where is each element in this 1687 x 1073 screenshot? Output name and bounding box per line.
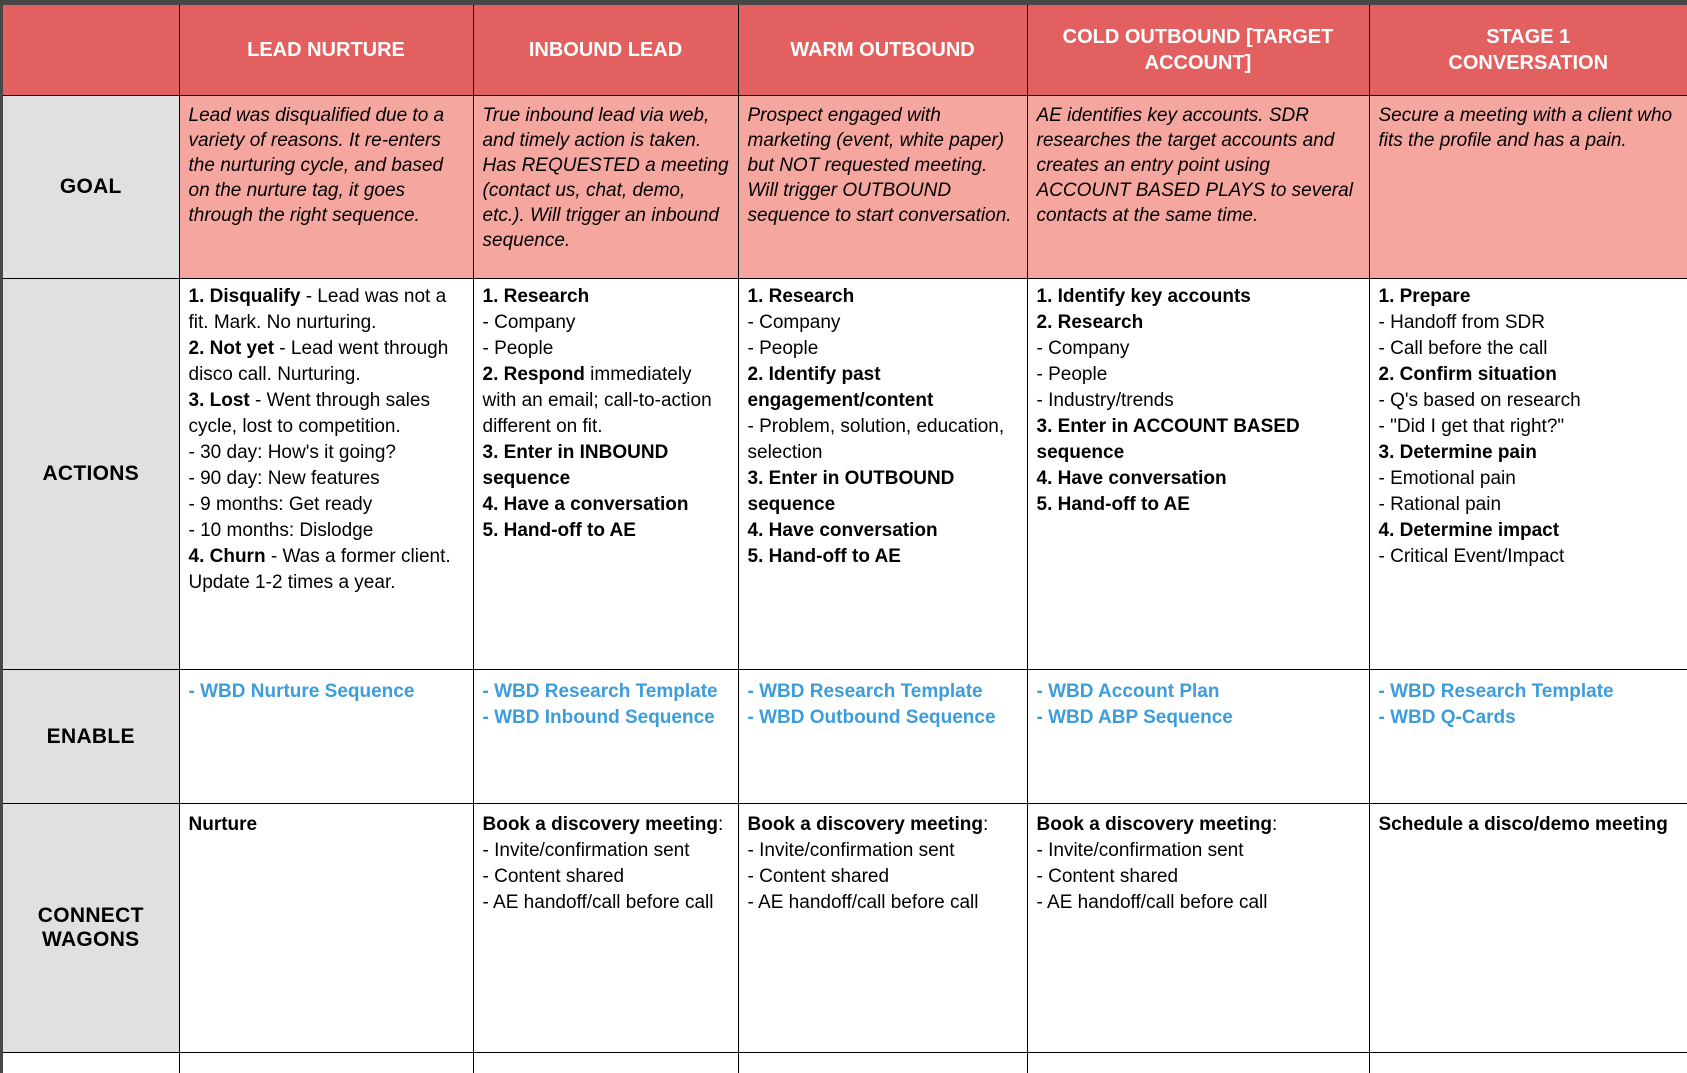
- cell-content: [180, 96, 473, 278]
- text-segment: - 10 months: Dislodge: [189, 520, 374, 541]
- text-segment: - Handoff from SDR: [1379, 312, 1545, 333]
- cell-goal-lead-nurture[interactable]: [179, 96, 473, 279]
- cell-content: [1028, 804, 1369, 1052]
- text-segment: - Company: [748, 312, 841, 333]
- row-label-text: GOAL: [60, 175, 122, 198]
- text-line: [189, 518, 465, 544]
- row-label-actions[interactable]: [3, 279, 179, 670]
- text-segment: - People: [1037, 364, 1108, 385]
- text-line: [483, 890, 730, 916]
- text-line: [483, 838, 730, 864]
- text-segment: 1. Research: [483, 286, 590, 307]
- cell-content: [474, 670, 738, 803]
- cell-content: [1028, 279, 1369, 669]
- text-segment: - Industry/trends: [1037, 390, 1174, 411]
- column-header-inbound-lead[interactable]: [473, 5, 738, 96]
- text-line: [189, 466, 465, 492]
- text-line: [483, 679, 730, 705]
- text-segment: - Went through sales cycle, lost to competition.: [189, 390, 430, 437]
- text-segment: 4. Have conversation: [748, 520, 938, 541]
- text-segment: - Critical Event/Impact: [1379, 546, 1565, 567]
- text-line: [748, 103, 1019, 228]
- cell-enable-lead-nurture[interactable]: [179, 670, 473, 804]
- corner-cell[interactable]: [3, 5, 179, 96]
- text-line: [189, 812, 465, 838]
- wbd-link[interactable]: - WBD Inbound Sequence: [483, 707, 715, 728]
- cell-goal-warm-outbound[interactable]: [738, 96, 1027, 279]
- text-line: [748, 544, 1019, 570]
- text-line: [1037, 679, 1361, 705]
- text-line: [748, 679, 1019, 705]
- text-segment: 4. Have a conversation: [483, 494, 689, 515]
- text-line: [1037, 705, 1361, 731]
- text-line: [483, 310, 730, 336]
- text-segment: True inbound lead via web, and timely action is taken. Has REQUESTED a meeting (contact us, chat, demo, etc.). Will trigger an inbound sequence.: [483, 105, 729, 251]
- text-line: [1037, 492, 1361, 518]
- row-label-text: ACTIONS: [42, 462, 139, 485]
- text-line: [1379, 544, 1680, 570]
- text-line: [1379, 310, 1680, 336]
- cell-enable-stage1[interactable]: [1369, 670, 1687, 804]
- text-line: [748, 414, 1019, 466]
- text-segment: immediately with an email; call-to-action different on fit.: [483, 364, 712, 437]
- text-segment: - People: [748, 338, 819, 359]
- text-line: [1037, 103, 1361, 228]
- row-connect-wagons: [3, 804, 1687, 1053]
- text-segment: - 30 day: How's it going?: [189, 442, 396, 463]
- cell-content: [1370, 96, 1687, 278]
- text-line: [1379, 103, 1680, 153]
- cell-connect-inbound-lead[interactable]: [473, 804, 738, 1053]
- cell-connect-stage1[interactable]: [1369, 804, 1687, 1053]
- header-row: [3, 5, 1687, 96]
- next-row-partial: [3, 1053, 1687, 1073]
- row-goal: [3, 96, 1687, 279]
- column-header-label: STAGE 1 CONVERSATION: [1436, 24, 1621, 76]
- text-line: [748, 362, 1019, 414]
- text-segment: 3. Enter in INBOUND sequence: [483, 442, 669, 489]
- text-line: [748, 890, 1019, 916]
- cell-content: [180, 670, 473, 803]
- text-line: [1379, 388, 1680, 414]
- text-segment: Prospect engaged with marketing (event, white paper) but NOT requested meeting. Will trigger OUTBOUND sequence to start conversation.: [748, 105, 1012, 226]
- text-segment: - Lead went through disco call. Nurturing.: [189, 338, 449, 385]
- text-line: [189, 440, 465, 466]
- text-line: [189, 284, 465, 336]
- text-line: [1037, 388, 1361, 414]
- text-segment: - Company: [1037, 338, 1130, 359]
- column-header-label: INBOUND LEAD: [529, 37, 682, 63]
- row-label-connect-wagons[interactable]: [3, 804, 179, 1053]
- row-label-enable[interactable]: [3, 670, 179, 804]
- text-line: [483, 440, 730, 492]
- text-segment: 5. Hand-off to AE: [1037, 494, 1190, 515]
- text-line: [189, 544, 465, 596]
- text-line: [748, 518, 1019, 544]
- cell-content: [1370, 670, 1687, 803]
- text-line: [1379, 284, 1680, 310]
- text-segment: - 9 months: Get ready: [189, 494, 373, 515]
- text-line: [1379, 679, 1680, 705]
- text-segment: - "Did I get that right?": [1379, 416, 1565, 437]
- text-line: [1037, 362, 1361, 388]
- text-line: [189, 103, 465, 228]
- cell-actions-warm-outbound[interactable]: [738, 279, 1027, 670]
- text-segment: - AE handoff/call before call: [1037, 892, 1268, 913]
- text-segment: - Lead was not a fit. Mark. No nurturing.: [189, 286, 447, 333]
- cell-content: [474, 96, 738, 278]
- text-line: [1037, 890, 1361, 916]
- partial-cell[interactable]: [3, 1053, 179, 1073]
- wbd-link[interactable]: - WBD Research Template: [1379, 681, 1614, 702]
- text-line: [483, 812, 730, 838]
- cell-content: [180, 804, 473, 1052]
- cell-actions-inbound-lead[interactable]: [473, 279, 738, 670]
- text-segment: - Emotional pain: [1379, 468, 1516, 489]
- text-line: [748, 310, 1019, 336]
- cell-content: [739, 96, 1027, 278]
- text-segment: - AE handoff/call before call: [748, 892, 979, 913]
- text-line: [1037, 310, 1361, 336]
- wbd-link[interactable]: - WBD Research Template: [483, 681, 718, 702]
- text-line: [189, 336, 465, 388]
- text-segment: Lead was disqualified due to a variety of reasons. It re-enters the nurturing cycle, and based on the nurture tag, it goes through the right sequence.: [189, 105, 445, 226]
- row-label-text: CONNECT WAGONS: [38, 904, 144, 951]
- text-segment: Book a discovery meeting: [483, 814, 718, 835]
- text-segment: - Content shared: [748, 866, 890, 887]
- text-line: [748, 838, 1019, 864]
- text-line: [1379, 414, 1680, 440]
- text-line: [483, 362, 730, 440]
- text-segment: 2. Confirm situation: [1379, 364, 1557, 385]
- text-segment: - Rational pain: [1379, 494, 1502, 515]
- column-header-label: WARM OUTBOUND: [790, 37, 974, 63]
- text-line: [748, 812, 1019, 838]
- text-line: [748, 466, 1019, 518]
- cell-content: [474, 279, 738, 669]
- text-segment: Secure a meeting with a client who fits the profile and has a pain.: [1379, 105, 1673, 151]
- partial-cell[interactable]: [1369, 1053, 1687, 1073]
- text-segment: - Problem, solution, education, selection: [748, 416, 1005, 463]
- text-segment: 2. Research: [1037, 312, 1144, 333]
- text-segment: 3. Enter in ACCOUNT BASED sequence: [1037, 416, 1300, 463]
- text-line: [1379, 518, 1680, 544]
- text-line: [1037, 466, 1361, 492]
- text-segment: - 90 day: New features: [189, 468, 380, 489]
- column-header-warm-outbound[interactable]: [738, 5, 1027, 96]
- text-line: [483, 518, 730, 544]
- cell-enable-inbound-lead[interactable]: [473, 670, 738, 804]
- text-line: [1379, 362, 1680, 388]
- text-segment: Book a discovery meeting: [748, 814, 983, 835]
- text-segment: - People: [483, 338, 554, 359]
- text-line: [1379, 466, 1680, 492]
- text-line: [1037, 812, 1361, 838]
- wbd-link[interactable]: - WBD Q-Cards: [1379, 707, 1516, 728]
- cell-content: [1028, 96, 1369, 278]
- column-header-lead-nurture[interactable]: [179, 5, 473, 96]
- text-line: [748, 705, 1019, 731]
- text-segment: 4. Churn: [189, 546, 266, 567]
- text-line: [483, 705, 730, 731]
- text-segment: 1. Research: [748, 286, 855, 307]
- text-line: [483, 284, 730, 310]
- text-segment: 3. Determine pain: [1379, 442, 1537, 463]
- text-line: [1037, 284, 1361, 310]
- text-line: [1037, 864, 1361, 890]
- text-segment: Nurture: [189, 814, 258, 835]
- partial-cell[interactable]: [473, 1053, 738, 1073]
- cell-content: [1028, 670, 1369, 803]
- text-segment: - Invite/confirmation sent: [748, 840, 955, 861]
- text-line: [1037, 414, 1361, 466]
- text-segment: - Company: [483, 312, 576, 333]
- text-line: [483, 864, 730, 890]
- text-line: [1379, 812, 1680, 838]
- text-line: [1037, 336, 1361, 362]
- partial-cell[interactable]: [179, 1053, 473, 1073]
- text-segment: - Invite/confirmation sent: [483, 840, 690, 861]
- text-line: [748, 284, 1019, 310]
- text-segment: 5. Hand-off to AE: [748, 546, 901, 567]
- cell-goal-stage1[interactable]: [1369, 96, 1687, 279]
- column-header-stage1-conversation[interactable]: [1369, 5, 1687, 96]
- text-line: [748, 336, 1019, 362]
- cell-actions-cold-outbound[interactable]: [1027, 279, 1369, 670]
- text-segment: - Call before the call: [1379, 338, 1548, 359]
- text-line: [189, 388, 465, 440]
- wbd-link[interactable]: - WBD Nurture Sequence: [189, 681, 415, 702]
- cell-content: [739, 279, 1027, 669]
- text-line: [189, 492, 465, 518]
- text-line: [748, 864, 1019, 890]
- text-line: [1379, 440, 1680, 466]
- text-line: [1379, 336, 1680, 362]
- text-segment: 2. Not yet: [189, 338, 275, 359]
- text-segment: - Content shared: [483, 866, 625, 887]
- cell-enable-cold-outbound[interactable]: [1027, 670, 1369, 804]
- cell-actions-lead-nurture[interactable]: [179, 279, 473, 670]
- text-segment: 1. Identify key accounts: [1037, 286, 1251, 307]
- partial-cell[interactable]: [1027, 1053, 1369, 1073]
- text-segment: - Invite/confirmation sent: [1037, 840, 1244, 861]
- text-segment: AE identifies key accounts. SDR researches the target accounts and creates an entry point using ACCOUNT BASED PLAYS to several contacts at the same time.: [1037, 105, 1353, 226]
- text-line: [483, 336, 730, 362]
- text-segment: - Was a former client. Update 1-2 times a year.: [189, 546, 451, 593]
- cell-goal-inbound-lead[interactable]: [473, 96, 738, 279]
- cell-enable-warm-outbound[interactable]: [738, 670, 1027, 804]
- cell-content: [1370, 804, 1687, 1052]
- cell-connect-cold-outbound[interactable]: [1027, 804, 1369, 1053]
- cell-content: [474, 804, 738, 1052]
- cell-content: [739, 804, 1027, 1052]
- column-header-label: COLD OUTBOUND [TARGET ACCOUNT]: [1058, 24, 1338, 76]
- row-actions: [3, 279, 1687, 670]
- text-line: [1037, 838, 1361, 864]
- cell-goal-cold-outbound[interactable]: [1027, 96, 1369, 279]
- text-segment: 1. Prepare: [1379, 286, 1471, 307]
- cell-content: [739, 670, 1027, 803]
- text-segment: 4. Determine impact: [1379, 520, 1560, 541]
- cell-connect-lead-nurture[interactable]: [179, 804, 473, 1053]
- wbd-link[interactable]: - WBD Research Template: [748, 681, 983, 702]
- wbd-link[interactable]: - WBD ABP Sequence: [1037, 707, 1233, 728]
- text-segment: 2. Respond: [483, 364, 585, 385]
- text-segment: 3. Enter in OUTBOUND sequence: [748, 468, 955, 515]
- text-segment: 5. Hand-off to AE: [483, 520, 636, 541]
- text-segment: 1. Disqualify: [189, 286, 301, 307]
- row-label-text: ENABLE: [47, 725, 135, 748]
- text-segment: :: [983, 814, 988, 835]
- text-segment: Schedule a disco/demo meeting: [1379, 814, 1668, 835]
- text-segment: - AE handoff/call before call: [483, 892, 714, 913]
- wbd-link[interactable]: - WBD Account Plan: [1037, 681, 1220, 702]
- text-segment: 2. Identify past engagement/content: [748, 364, 934, 411]
- cell-connect-warm-outbound[interactable]: [738, 804, 1027, 1053]
- cell-content: [180, 279, 473, 669]
- text-line: [1379, 705, 1680, 731]
- text-segment: :: [1272, 814, 1277, 835]
- text-segment: :: [718, 814, 723, 835]
- partial-cell[interactable]: [738, 1053, 1027, 1073]
- cell-actions-stage1[interactable]: [1369, 279, 1687, 670]
- text-line: [483, 103, 730, 253]
- text-segment: Book a discovery meeting: [1037, 814, 1272, 835]
- text-line: [483, 492, 730, 518]
- text-line: [1379, 492, 1680, 518]
- text-segment: - Q's based on research: [1379, 390, 1581, 411]
- wbd-link[interactable]: - WBD Outbound Sequence: [748, 707, 996, 728]
- column-header-cold-outbound[interactable]: [1027, 5, 1369, 96]
- row-label-goal[interactable]: [3, 96, 179, 279]
- sales-process-table: [3, 5, 1687, 1073]
- column-header-label: LEAD NURTURE: [247, 37, 405, 63]
- text-segment: - Content shared: [1037, 866, 1179, 887]
- text-segment: 4. Have conversation: [1037, 468, 1227, 489]
- row-enable: [3, 670, 1687, 804]
- text-line: [189, 679, 465, 705]
- text-segment: 3. Lost: [189, 390, 250, 411]
- cell-content: [1370, 279, 1687, 669]
